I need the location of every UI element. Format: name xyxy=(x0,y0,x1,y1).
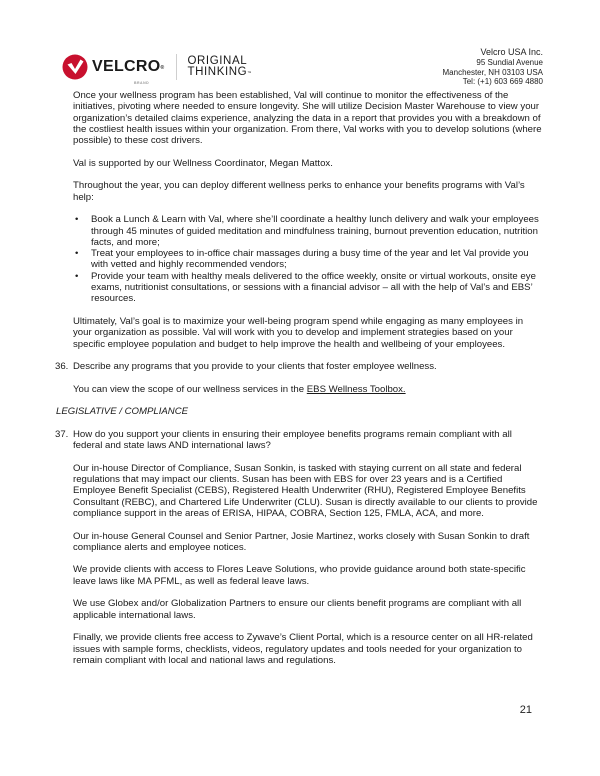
question-text: How do you support your clients in ensuring their employee benefits programs remain compliant with all federal and state laws AND international laws? xyxy=(73,428,512,452)
tagline: ORIGINAL THINKING™ xyxy=(187,55,252,78)
answer-36 xyxy=(73,384,543,395)
question-37 xyxy=(55,429,543,452)
brand-name: VELCRO xyxy=(92,58,161,75)
page-header xyxy=(0,0,600,90)
paragraph-goal: Ultimately, Val’s goal is to maximize your well-being program spend while engaging as many employees in your organization as possible. Val will work with you to develop and implement strategies based on your specific employee population and budget to help improve the health and wellbeing of your employees. xyxy=(73,315,524,350)
list-item xyxy=(73,271,543,305)
bullet-icon: • xyxy=(75,270,79,282)
answer-37-client-portal: Finally, we provide clients free access to Zywave’s Client Portal, which is a resource center on all HR-related issues with sample forms, checklists, videos, regulatory updates and tools needed for your organization to remain compliant with local and national laws and regulations. xyxy=(73,632,533,666)
question-text: Describe any programs that you provide to your clients that foster employee wellness. xyxy=(73,361,437,373)
velcro-wordmark: VELCRO® BRAND xyxy=(92,59,164,75)
wellness-toolbox-link[interactable]: EBS Wellness Toolbox. xyxy=(306,383,406,395)
list-item-text: Provide your team with healthy meals delivered to the office weekly, onsite or virtual workouts, onsite eye exams, nutritionist consultations, or sessions with a financial advisor – all with the help of Val’s and EBS’ resources. xyxy=(91,270,536,305)
answer-37-compliance-director: Our in-house Director of Compliance, Susan Sonkin, is tasked with staying current on all state and federal regulations that may impact our clients. Susan has been with EBS for over 23 years and is a Certified Employee Benefit Specialist (CEBS), Registered Health Underwriter (RHU), Registered Employee Benefits Consultant (REBC), and Chartered Life Underwriter (CLU). Susan is directly available to our clients to provide compliance support in the areas of ERISA, HIPAA, COBRA, Section 125, FMLA, ACA, and more. xyxy=(73,462,538,519)
question-number: 36. xyxy=(55,361,69,373)
logo-divider xyxy=(176,54,177,80)
logo xyxy=(62,52,252,85)
document-body xyxy=(55,90,543,677)
answer-37-leave-solutions: We provide clients with access to Flores Leave Solutions, who provide guidance around both state-specific leave laws like MA PFML, as well as federal leave laws. xyxy=(73,564,526,587)
question-number: 37. xyxy=(55,428,69,440)
list-item-text: Book a Lunch & Learn with Val, where she’ll coordinate a healthy lunch delivery and walk your employees through 45 minutes of guided meditation and mindfulness training, burnout prevention education, nutrition facts, and more; xyxy=(91,214,539,248)
paragraph-monitoring: Once your wellness program has been established, Val will continue to monitor the effectiveness of the initiatives, pivoting where needed to ensure longevity. She will utilize Decision Master Warehouse to view your organization’s detailed claims experience, analyzing the data in a report that provides you with a breakdown of the costliest health issues within your organization. From there, Val works with you to develop solutions (where possible) to these cost drivers. xyxy=(73,90,542,147)
answer-36-text: You can view the scope of our wellness services in the xyxy=(73,383,307,395)
address-company: Velcro USA Inc. xyxy=(480,47,543,57)
page-number: 21 xyxy=(519,704,532,716)
list-item xyxy=(73,248,543,271)
address-phone: Tel: (+1) 603 669 4880 xyxy=(462,77,543,86)
question-36 xyxy=(55,361,543,372)
answer-37-international: We use Globex and/or Globalization Partners to ensure our clients benefit programs are compliant with all applicable international laws. xyxy=(73,598,522,621)
list-item-text: Treat your employees to in-office chair massages during a busy time of the year and let Val provide you with vetted and highly recommended vendors; xyxy=(91,248,529,271)
list-item xyxy=(73,214,543,248)
company-address xyxy=(443,47,544,87)
bullet-icon: • xyxy=(75,248,79,260)
address-street: 95 Sundial Avenue xyxy=(476,58,543,67)
tagline-line2: THINKING xyxy=(187,66,248,78)
brand-sub: BRAND xyxy=(134,81,150,85)
answer-37-general-counsel: Our in-house General Counsel and Senior Partner, Josie Martinez, works closely with Susan Sonkin to draft compliance alerts and employee notices. xyxy=(73,530,530,553)
tagline-line1: ORIGINAL xyxy=(187,55,248,67)
paragraph-perks-intro: Throughout the year, you can deploy different wellness perks to enhance your benefits programs with Val’s help: xyxy=(73,180,525,203)
section-heading: LEGISLATIVE / COMPLIANCE xyxy=(56,406,189,418)
perks-list xyxy=(73,214,543,304)
bullet-icon: • xyxy=(75,214,79,226)
paragraph-coordinator: Val is supported by our Wellness Coordinator, Megan Mattox. xyxy=(73,157,333,169)
address-city: Manchester, NH 03103 USA xyxy=(442,67,543,77)
velcro-logo-icon xyxy=(62,54,88,80)
